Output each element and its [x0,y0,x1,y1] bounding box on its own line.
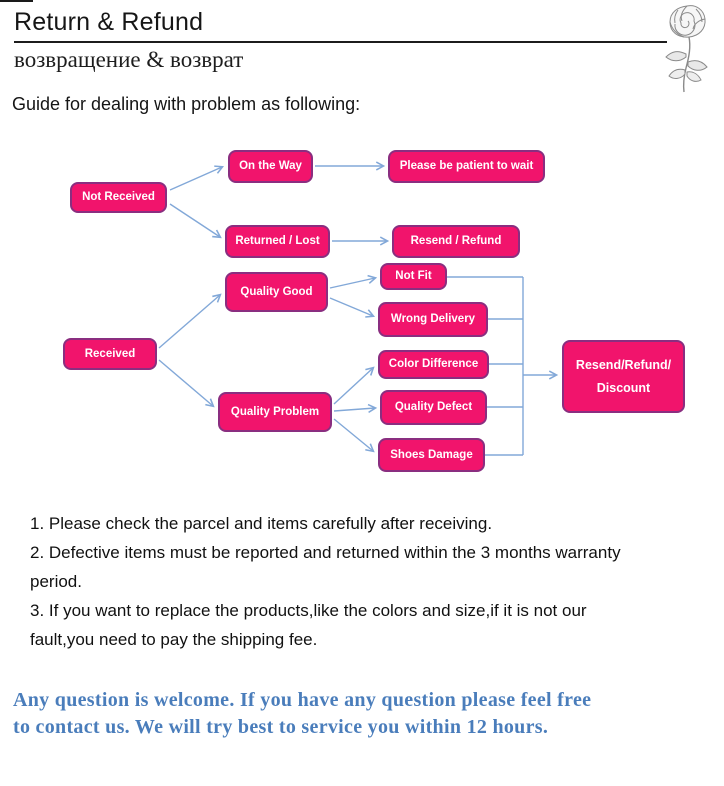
flowchart-node-not-received [70,182,167,213]
node-label: Quality Defect [394,401,473,414]
page-title: Return & Refund [14,8,204,36]
node-label: Shoes Damage [390,448,473,461]
title-underline [14,41,667,43]
footer-message [13,687,591,741]
node-label-line2: Discount [596,380,651,395]
note-line-3: period. [30,572,82,591]
flowchart-node-color-difference [378,350,489,379]
node-label-line1: Resend/Refund/ [575,358,672,372]
note-line-4: 3. If you want to replace the products,like the colors and size,if it is not our [30,601,587,620]
flowchart-node-quality-problem [218,392,332,432]
node-label: Quality Problem [230,405,320,418]
node-label: Color Difference [388,358,479,371]
flowchart-node-received [63,338,157,370]
flowchart-node-please-wait [388,150,545,183]
flowchart-node-returned-lost [225,225,330,258]
rose-icon [658,2,716,94]
flowchart-node-wrong-delivery [378,302,488,337]
node-label: Quality Good [240,285,313,298]
note-line-2: 2. Defective items must be reported and returned within the 3 months warranty [30,543,621,562]
flowchart-node-on-the-way [228,150,313,183]
flowchart-node-resend-refund-discount [562,340,685,413]
node-label: Wrong Delivery [390,313,476,326]
top-edge-mark [0,0,33,2]
node-label: Resend / Refund [410,235,502,248]
notes-list [30,509,621,654]
flowchart-node-shoes-damage [378,438,485,472]
footer-line-2: to contact us. We will try best to service you within 12 hours. [13,716,549,738]
note-line-1: 1. Please check the parcel and items carefully after receiving. [30,514,493,533]
flowchart-node-not-fit [380,263,447,290]
note-line-5: fault,you need to pay the shipping fee. [30,630,318,649]
subtitle-russian: возвращение & возврат [14,47,244,72]
node-label: Returned / Lost [235,235,320,248]
footer-line-1: Any question is welcome. If you have any question please feel free [13,689,592,711]
node-label: Not Fit [395,270,432,283]
node-label: On the Way [239,160,302,173]
node-label: Not Received [82,191,155,204]
guide-heading: Guide for dealing with problem as following: [12,94,361,114]
flowchart-node-quality-defect [380,390,487,425]
flowchart-node-resend-refund [392,225,520,258]
node-label: Please be patient to wait [399,160,534,173]
node-label: Received [84,347,136,360]
flowchart-node-quality-good [225,272,328,312]
